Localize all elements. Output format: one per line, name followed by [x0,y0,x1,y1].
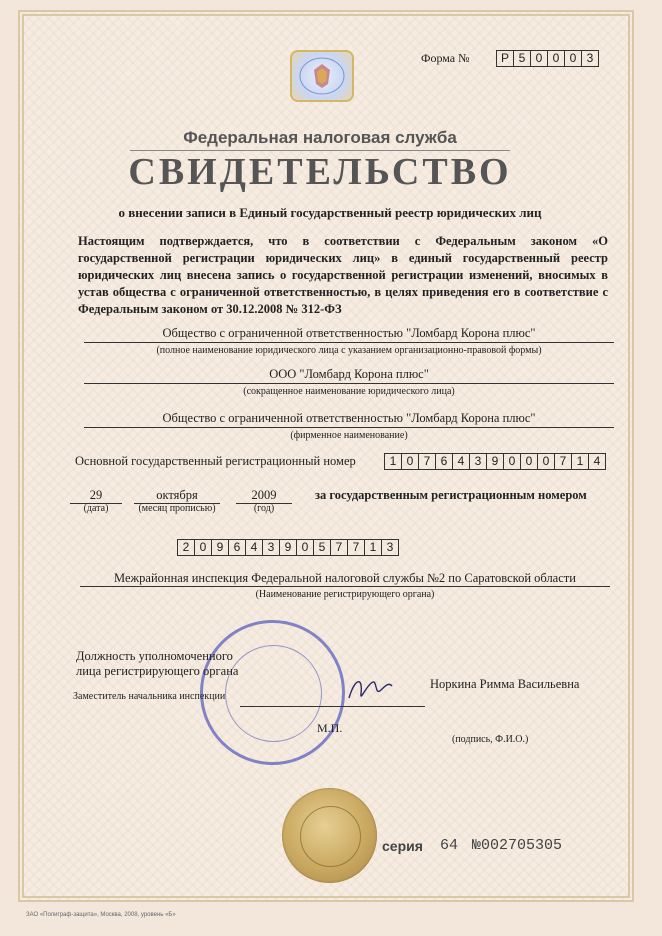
certification-text: Настоящим подтверждается, что в соответствии с Федеральным законом «О государственной регистрации юридических лиц» в единый государственный реестр юридических лиц внесена запись о государственной регистрации изменений, вносимых в устав общества с ограниченной ответственностью, в целях приведения его в соответствие с Федеральным законом от 30.12.2008 № 312-ФЗ [78,234,608,316]
ogrn-digit: 7 [418,454,435,469]
mp-label: М.П. [317,721,343,735]
grn-digit: 1 [364,540,381,555]
grn-digit: 0 [296,540,313,555]
signature-caption: (подпись, Ф.И.О.) [452,734,529,745]
forma-code-boxes [496,50,599,67]
signature-line [240,706,425,707]
ogrn-digit: 3 [469,454,486,469]
grn-digit: 9 [211,540,228,555]
full-name-caption: (полное наименование юридического лица с указанием организационно-правовой формы) [156,345,542,356]
forma-code-digit: 0 [564,51,581,66]
date-year-caption: (год) [253,503,275,514]
ogrn-digit: 4 [588,454,605,469]
agency-name: Федеральная налоговая служба [183,128,457,147]
position-label: Должность уполномоченного лица регистрирующего органа [76,649,239,678]
firm-name-value: Общество с ограниченной ответственностью "Ломбард Корона плюс" [84,411,614,428]
document-subtitle: о внесении записи в Единый государственный реестр юридических лиц [118,205,542,220]
short-name-field [84,367,614,397]
date-day-caption: (дата) [83,503,109,514]
grn-digit: 3 [381,540,398,555]
ogrn-digit: 0 [401,454,418,469]
short-name-value: ООО "Ломбард Корона плюс" [84,367,614,384]
grn-digit: 6 [228,540,245,555]
ogrn-label: Основной государственный регистрационный номер [75,454,356,468]
date-month-caption: (месяц прописью) [138,503,216,514]
forma-label: Форма № [421,51,470,65]
full-name-value: Общество с ограниченной ответственностью "Ломбард Корона плюс" [84,326,614,343]
full-name-field [84,326,614,356]
series-value: 64 [440,837,459,854]
forma-code-digit: Р [500,51,509,65]
short-name-caption: (сокращенное наименование юридического лица) [243,386,455,397]
ogrn-digit: 6 [435,454,452,469]
grn-digit: 3 [262,540,279,555]
forma-code-digit: 5 [513,51,530,66]
inspection-caption: (Наименование регистрирующего органа) [255,589,435,600]
inspection-field [80,571,610,600]
signatory-position: Заместитель начальника инспекции [73,691,226,702]
document-title: СВИДЕТЕЛЬСТВО [128,151,512,193]
ogrn-digit: 0 [537,454,554,469]
grn-label: за государственным регистрационным номером [315,488,587,502]
ogrn-digit: 1 [389,454,397,468]
grn-digit: 7 [330,540,347,555]
grn-digit: 2 [182,540,190,554]
inspection-value: Межрайонная инспекция Федеральной налоговой службы №2 по Саратовской области [80,571,610,587]
ogrn-digit: 1 [571,454,588,469]
date-day: 29 [70,488,122,504]
series-label: серия [382,838,423,854]
handwritten-signature [345,672,395,708]
printer-footer: ЗАО «Полиграф-защита», Москва, 2008, уровень «Б» [26,912,176,918]
signatory-name: Норкина Римма Васильевна [430,677,580,691]
ogrn-digit: 4 [452,454,469,469]
forma-code-digit: 3 [581,51,598,66]
gold-seal [282,788,377,883]
date-month: октября [134,488,220,504]
firm-name-field [84,411,614,441]
grn-digit: 5 [313,540,330,555]
ogrn-digit: 0 [520,454,537,469]
ogrn-digit: 9 [486,454,503,469]
ogrn-digit: 0 [503,454,520,469]
forma-code-digit: 0 [530,51,547,66]
ogrn-digit: 7 [554,454,571,469]
grn-digit: 9 [279,540,296,555]
grn-boxes [177,539,399,556]
seal-inner-ring [300,806,361,867]
forma-code-digit: 0 [547,51,564,66]
coat-of-arms-hologram-icon [290,50,354,102]
ogrn-boxes [384,453,606,470]
firm-name-caption: (фирменное наименование) [290,430,408,441]
grn-digit: 7 [347,540,364,555]
date-year: 2009 [236,488,292,504]
grn-digit: 4 [245,540,262,555]
grn-digit: 0 [194,540,211,555]
certificate-number: №002705305 [472,837,563,854]
